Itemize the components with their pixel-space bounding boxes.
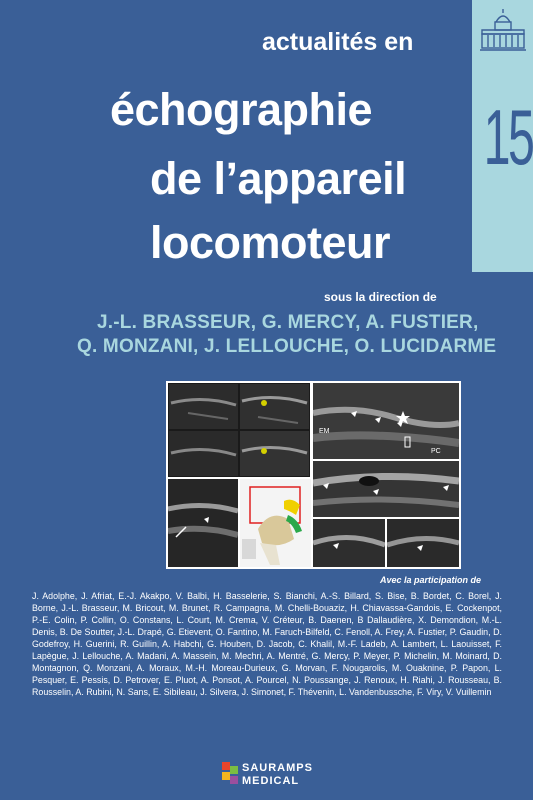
publisher-logo	[218, 758, 318, 792]
ultrasound-image-collage	[166, 381, 461, 569]
title-line-3: locomoteur	[150, 217, 391, 268]
editors-line-2: Q. MONZANI, J. LELLOUCHE, O. LUCIDARME	[77, 336, 497, 357]
ultrasound-image-4	[313, 519, 385, 567]
participation-label: Avec la participation de	[380, 575, 482, 585]
label-pc: PC	[431, 448, 441, 455]
label-em: EM	[319, 428, 330, 435]
title-line-1: échographie	[110, 84, 373, 135]
volume-number: 15	[483, 93, 533, 181]
anatomy-3d-model-image	[240, 479, 311, 567]
direction-label: sous la direction de	[324, 290, 437, 304]
ultrasound-image-3	[313, 461, 459, 517]
ultrasound-image-2	[313, 383, 459, 459]
editors-line-1: J.-L. BRASSEUR, G. MERCY, A. FUSTIER,	[97, 312, 479, 333]
ultrasound-image-5	[387, 519, 459, 567]
publisher-name-line-1: SAURAMPS	[242, 762, 313, 774]
contributors-list: J. Adolphe, J. Afriat, E.-J. Akakpo, V. Balbi, H. Basselerie, S. Bianchi, A.-S. Billard, S. Bise, B. Bordet, C. Borel, J. Borne, J.-L. Brasseur, M. Bricout, M. Brunet, R. Campagna, M. Chelli-Bouaziz, H. Chiavassa-Gandois, E. Cockenpot, P.-E. Colin, P. Collin, O. Constans, L. Court, M. Crema, V. Créteur, B. Daenen, B Dallaudière, X. Demondion, M.-L. Denis, B. De Soutter, J.-L. Drapé, G. Etievent, O. Fantino, M. Faruch-Bilfeld, C. Fenoll, A. Frey, A. Fustier, P. Gaudin, D. Godefroy, H. Guerini, R. Guillin, A. Habchi, G. Houben, D. Jacob, C. Khalil, M.-F. Ladeb, A. Lambert, L. Laouisset, F. Lapègue, J. Lellouche, A. Madani, A. Massein, M. Mechri, A. Mentré, G. Mercy, P. Meyer, P. Michelin, M. Moinard, D. Montagnon, Q. Monzani, A. Moraux, M.-H. Moreau-Durieux, G. Morvan, F. Nougarolis, M. Ouaknine, P. Papon, L. Pesquer, E. Pessis, D. Petrover, E. Pluot, A. Ponsot, A. Pourcel, N. Poussange, J. Renoux, H. Riahi, J. Rousseau, B. Rousselin, A. Rubini, N. Sans, E. Sibileau, J. Silvera, J. Simonet, F. Thévenin, L. Vandenbussche, F. Viry, V. Vuillemin	[32, 591, 502, 697]
title-line-2: de l’appareil	[150, 153, 407, 204]
ultrasound-image-6	[168, 479, 238, 567]
publisher-logo-icon	[222, 762, 238, 786]
ultrasound-image-1	[168, 383, 310, 477]
publisher-name-line-2: MEDICAL	[242, 775, 300, 787]
building-icon	[478, 6, 528, 52]
series-label: actualités en	[262, 28, 414, 56]
